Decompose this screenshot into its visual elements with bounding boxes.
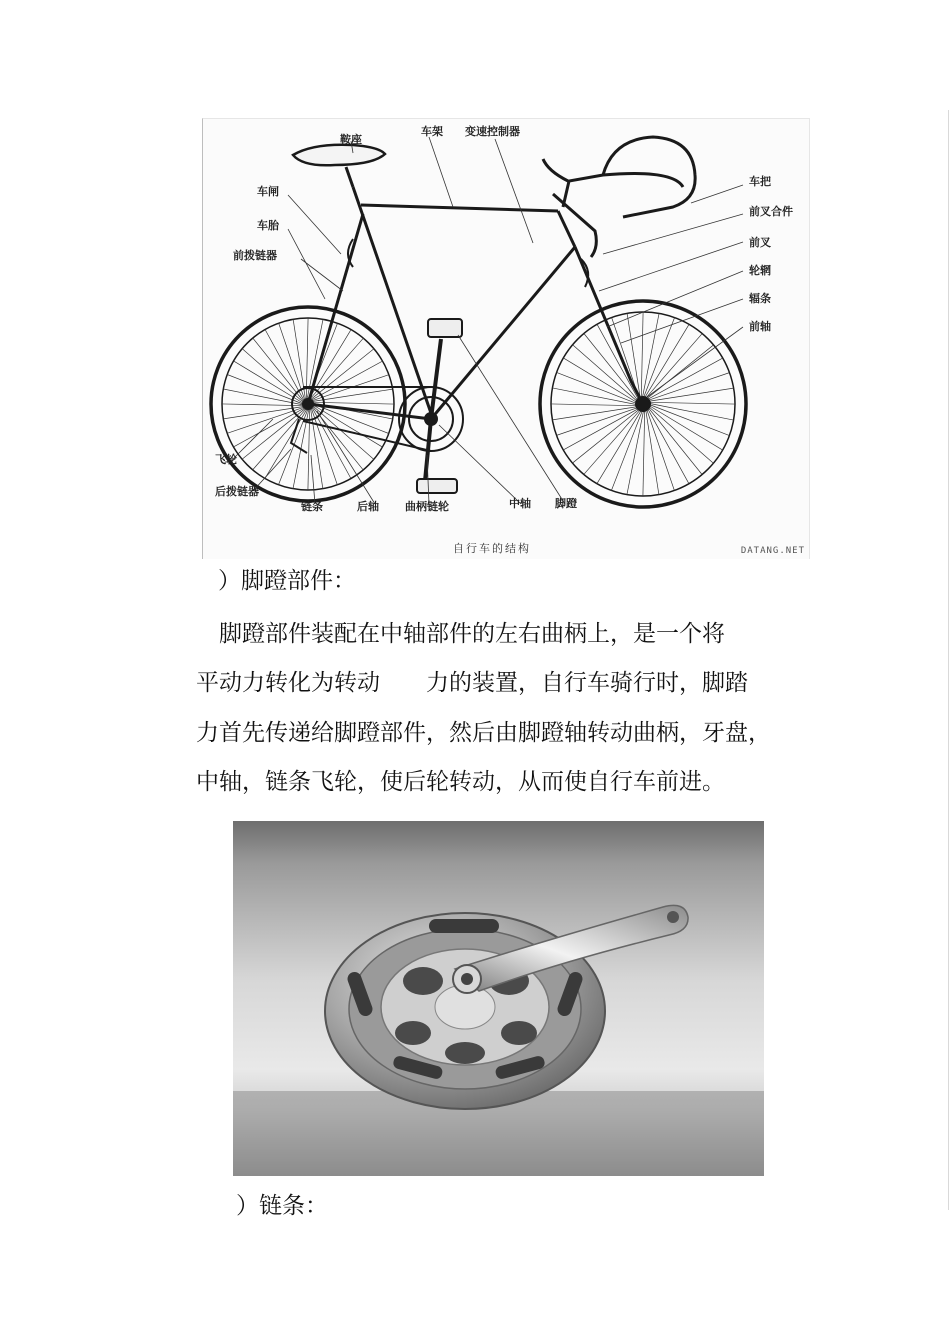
head-tube xyxy=(558,211,575,247)
watermark: DATANG.NET xyxy=(740,546,805,556)
front-wheel-spoke xyxy=(597,409,642,484)
label-spoke: 辐条 xyxy=(749,292,771,305)
paragraph-line: 脚蹬部件装配在中轴部件的左右曲柄上，是一个将 xyxy=(196,621,725,647)
label-brake: 车闸 xyxy=(257,185,279,198)
paragraph-line: 力首先传递给脚蹬部件，然后由脚蹬轴转动曲柄，牙盘， xyxy=(196,719,771,746)
front-wheel-spoke xyxy=(644,324,689,399)
front-wheel-spoke xyxy=(572,408,640,463)
top-tube xyxy=(361,205,558,211)
label-front-derailleur: 前拨链器 xyxy=(233,249,277,262)
bicycle-structure-figure xyxy=(202,118,810,559)
front-wheel-spoke xyxy=(647,388,733,401)
label-handlebar: 车把 xyxy=(749,175,771,188)
seat-tube xyxy=(353,187,433,419)
paragraph-line: 平动力转化为转动 力的装置，自行车骑行时，脚踏 xyxy=(196,670,748,697)
label-fork-assembly: 前叉合件 xyxy=(749,205,793,218)
section-heading-chain: ）链条： xyxy=(236,1193,328,1219)
label-crank-chainwheel: 曲柄链轮 xyxy=(405,500,449,513)
front-wheel-spoke xyxy=(648,402,735,404)
paragraph-pedal xyxy=(196,610,816,807)
front-wheel-spoke xyxy=(551,404,638,406)
front-wheel-spoke xyxy=(646,345,714,400)
label-pedal: 脚蹬 xyxy=(555,497,577,510)
label-rear-derailleur: 后拨链器 xyxy=(215,485,259,498)
label-frame: 车架 xyxy=(421,125,443,138)
crankset-photo xyxy=(233,821,764,1176)
front-wheel-spoke xyxy=(552,407,638,420)
label-front-axle: 前轴 xyxy=(749,320,771,333)
label-fork: 前叉 xyxy=(749,236,771,249)
label-bottom-bracket: 中轴 xyxy=(509,497,531,510)
section-heading-pedal: ）脚蹬部件： xyxy=(218,568,356,594)
label-chain: 链条 xyxy=(301,500,323,513)
front-wheel-spoke xyxy=(647,407,702,475)
label-freewheel: 飞轮 xyxy=(215,453,237,466)
paragraph-line: 中轴，链条飞轮，使后轮转动，从而使自行车前进。 xyxy=(196,768,725,795)
page-edge-rule xyxy=(948,110,949,1210)
front-wheel-spoke xyxy=(563,358,638,403)
front-wheel-spoke xyxy=(646,408,659,494)
label-tire: 车胎 xyxy=(257,219,279,232)
front-wheel-spoke xyxy=(648,405,723,450)
label-saddle: 鞍座 xyxy=(340,133,362,146)
label-rim: 轮辋 xyxy=(749,264,771,277)
front-wheel-spoke xyxy=(584,333,639,401)
front-wheel-spoke xyxy=(641,312,643,399)
label-shifter: 变速控制器 xyxy=(465,125,520,138)
figure-caption: 自行车的结构 xyxy=(453,542,531,555)
bicycle-drawing xyxy=(203,119,809,559)
crankset-drawing xyxy=(233,821,764,1176)
label-rear-axle: 后轴 xyxy=(357,500,379,513)
front-wheel-spoke xyxy=(643,409,645,496)
